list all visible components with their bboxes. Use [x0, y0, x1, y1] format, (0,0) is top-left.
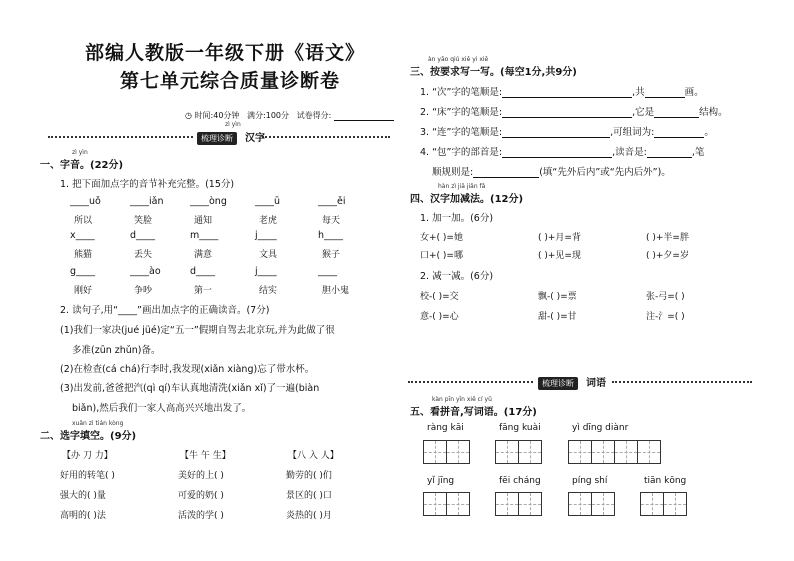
banner-name: 汉字 [245, 133, 265, 144]
s3-blank-4a[interactable] [502, 148, 612, 158]
syllable-word: 老虎 [259, 216, 278, 226]
banner-name-2: 词语 [586, 378, 606, 389]
syllable-word: 胆小鬼 [322, 286, 350, 296]
section-2-title: 二、选字填空。(9分) [40, 431, 137, 442]
time-label: 时间:40分钟 [194, 111, 240, 120]
syllable-word: 每天 [322, 216, 341, 226]
s3-line-1: 1. “次”字的笔顺是: ,共 画。 [420, 87, 704, 98]
writing-box[interactable] [446, 440, 470, 464]
syllable-blank[interactable]: ____ [318, 266, 337, 277]
pinyin-prompt: tiān kōng [644, 476, 687, 486]
pinyin-prompt: píng shí [572, 476, 608, 486]
section-banner-hanzi [197, 129, 265, 145]
fill-item[interactable]: 好用的转笔( ) [60, 471, 115, 481]
syllable-blank[interactable]: j____ [255, 266, 277, 277]
banner-dots-left [48, 136, 193, 138]
clock-icon: ◷ [185, 111, 192, 120]
syllable-blank[interactable]: j____ [255, 230, 277, 241]
s4-q2: 2. 减一减。(6分) [420, 271, 494, 282]
s3-line-5: 顺规则是: (填“先外后内”或“先内后外”)。 [432, 167, 671, 178]
section-4-title: 四、汉字加减法。(12分) [410, 194, 524, 205]
syllable-blank[interactable]: ____òng [190, 196, 227, 207]
section-1-title: 一、字音。(22分) [40, 160, 124, 171]
syllable-blank[interactable]: h____ [318, 230, 344, 241]
add-item[interactable]: 女+( )=她 [420, 233, 463, 243]
add-item[interactable]: ( )+夕=岁 [646, 251, 689, 261]
syllable-blank[interactable]: d____ [190, 266, 216, 277]
s3-blank-2a[interactable] [502, 108, 632, 118]
s2-group-1: 【办 刀 力】 [62, 451, 113, 461]
s1-sentence-2: (2)在检查(cá chá)行李时,我发现(xiǎn xiàng)忘了带水杯。 [60, 364, 315, 375]
syllable-blank[interactable]: g____ [70, 266, 96, 277]
add-item[interactable]: ( )+月=背 [538, 233, 581, 243]
writing-box[interactable] [568, 492, 592, 516]
syllable-blank[interactable]: ____ū [255, 196, 281, 207]
s1-sentence-3b: biǎn),然后我们一家人高高兴兴地出发了。 [72, 403, 252, 414]
s3-blank-4c[interactable] [473, 168, 539, 178]
writing-box[interactable] [518, 440, 542, 464]
score-label: 满分:100分 [247, 111, 290, 120]
pinyin-prompt: ràng kāi [427, 423, 464, 433]
fill-item[interactable]: 高明的( )法 [60, 511, 106, 521]
syllable-blank[interactable]: x____ [70, 230, 95, 241]
syllable-blank[interactable]: ____uǒ [70, 196, 101, 207]
s3-blank-1b[interactable] [645, 88, 685, 98]
writing-box[interactable] [423, 492, 447, 516]
sub-item[interactable]: 甜-( )=甘 [538, 312, 577, 322]
exam-title: 部编人教版一年级下册《语文》 [85, 42, 366, 64]
writing-box[interactable] [495, 492, 519, 516]
banner-tag-2: 梳理诊断 [538, 377, 578, 390]
syllable-blank[interactable]: ____iǎn [130, 196, 164, 207]
fill-item[interactable]: 美好的上( ) [178, 471, 224, 481]
writing-box[interactable] [495, 440, 519, 464]
s2-group-3: 【八 入 人】 [288, 451, 339, 461]
syllable-word: 丢失 [134, 250, 153, 260]
banner-dots-right [262, 136, 390, 138]
syllable-blank[interactable]: m____ [190, 230, 219, 241]
s2-group-2: 【牛 午 生】 [180, 451, 231, 461]
writing-box[interactable] [640, 492, 664, 516]
syllable-word: 满意 [194, 250, 213, 260]
syllable-word: 所以 [74, 216, 93, 226]
pinyin-prompt: yǐ jīng [427, 476, 455, 486]
sub-item[interactable]: 张-弓=( ) [646, 292, 685, 302]
s3-blank-3b[interactable] [654, 128, 704, 138]
syllable-blank[interactable]: ____ào [130, 266, 161, 277]
syllable-word: 熊猫 [74, 250, 93, 260]
syllable-word: 通知 [194, 216, 213, 226]
s3-line-2: 2. “床”字的笔顺是: ,它是 结构。 [420, 107, 728, 118]
writing-box[interactable] [591, 440, 615, 464]
syllable-blank[interactable]: ____ěi [318, 196, 346, 207]
s3-blank-3a[interactable] [502, 128, 610, 138]
got-label: 试卷得分: [296, 111, 332, 120]
fill-item[interactable]: 可爱的奶( ) [178, 491, 224, 501]
writing-box[interactable] [591, 492, 615, 516]
s4-q1: 1. 加一加。(6分) [420, 213, 494, 224]
s3-line-3: 3. “连”字的笔顺是: ,可组词为: 。 [420, 127, 714, 138]
fill-item[interactable]: 炎热的( )月 [286, 511, 332, 521]
banner-dots-right-2 [612, 381, 752, 383]
syllable-word: 争吵 [134, 286, 153, 296]
syllable-blank[interactable]: d____ [130, 230, 156, 241]
section-5-title: 五、看拼音,写词语。(17分) [410, 407, 537, 418]
syllable-word: 猴子 [322, 250, 341, 260]
fill-item[interactable]: 景区的( )口 [286, 491, 332, 501]
fill-item[interactable]: 强大的( )量 [60, 491, 106, 501]
fill-item[interactable]: 活泼的学( ) [178, 511, 224, 521]
section-banner-ciyu [538, 374, 606, 390]
pinyin-prompt: fāng kuài [499, 423, 541, 433]
writing-box[interactable] [568, 440, 592, 464]
s3-blank-2b[interactable] [654, 108, 699, 118]
s1-q2: 2. 读句子,用“____”画出加点字的正确读音。(7分) [60, 305, 270, 316]
section-3-title: 三、按要求写一写。(每空1分,共9分) [410, 67, 577, 78]
syllable-word: 文具 [259, 250, 278, 260]
sub-item[interactable]: 校-( )=交 [420, 292, 459, 302]
score-blank[interactable] [334, 110, 394, 121]
sub-item[interactable]: 飘-( )=票 [538, 292, 577, 302]
writing-box[interactable] [663, 492, 687, 516]
s1-sentence-1: (1)我们一家决(jué jüé)定“五一”假期自驾去北京玩,并为此做了很 [60, 325, 335, 336]
writing-box[interactable] [518, 492, 542, 516]
syllable-word: 结实 [259, 286, 278, 296]
add-item[interactable]: ( )+见=现 [538, 251, 581, 261]
exam-subtitle: 第七单元综合质量诊断卷 [120, 70, 341, 92]
exam-meta [185, 110, 394, 121]
pinyin-prompt: fēi cháng [499, 476, 541, 486]
banner-tag: 梳理诊断 [197, 132, 237, 145]
banner-dots-left-2 [408, 381, 533, 383]
s3-line-4: 4. “包”字的部首是: ,读音是: ,笔 [420, 147, 705, 158]
s1-q1: 1. 把下面加点字的音节补充完整。(15分) [60, 179, 235, 190]
fill-item[interactable]: 勤劳的( )们 [286, 471, 332, 481]
writing-box[interactable] [637, 440, 661, 464]
writing-box[interactable] [614, 440, 638, 464]
s1-sentence-3: (3)出发前,爸爸把汽(qì qí)车认真地清洗(xiǎn xǐ)了一遍(biàn [60, 383, 320, 394]
pinyin-prompt: yì dīng diànr [572, 423, 629, 433]
sub-item[interactable]: 注-氵=( ) [646, 312, 685, 322]
sub-item[interactable]: 意-( )=心 [420, 312, 459, 322]
syllable-word: 第一 [194, 286, 213, 296]
s1-sentence-1b: 多准(zūn zhǔn)备。 [72, 345, 161, 356]
syllable-word: 刚好 [74, 286, 93, 296]
s3-blank-4b[interactable] [647, 148, 692, 158]
add-item[interactable]: ( )+半=胖 [646, 233, 689, 243]
syllable-word: 笑脸 [134, 216, 153, 226]
writing-box[interactable] [423, 440, 447, 464]
add-item[interactable]: 口+( )=哪 [420, 251, 463, 261]
s3-blank-1a[interactable] [502, 88, 632, 98]
writing-box[interactable] [446, 492, 470, 516]
